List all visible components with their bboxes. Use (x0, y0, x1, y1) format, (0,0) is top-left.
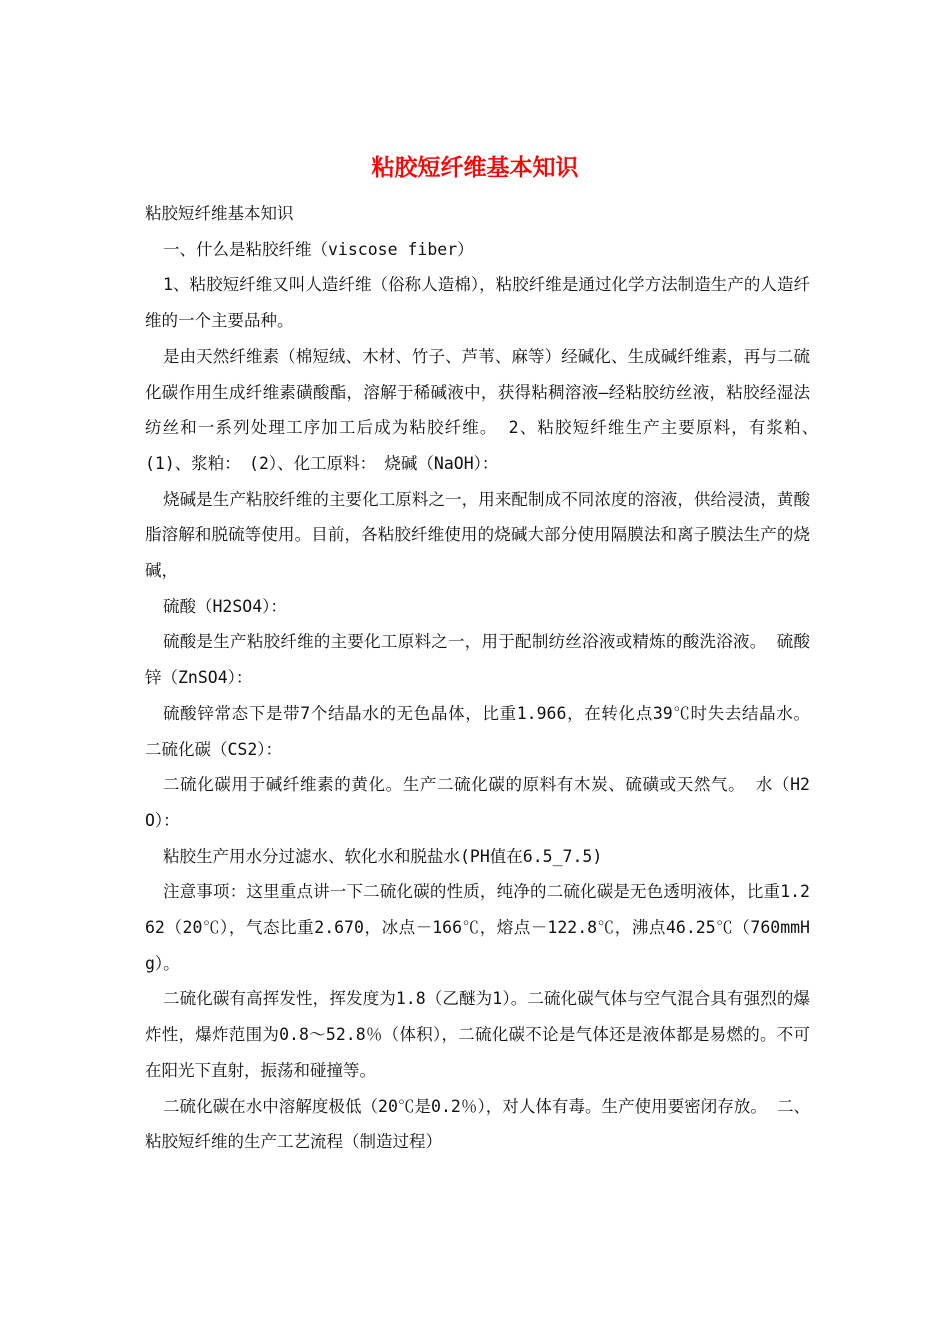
paragraph-zinc-sulfate: 硫酸锌常态下是带7个结晶水的无色晶体，比重1.966，在转化点39℃时失去结晶水。 二硫化碳（CS2）： (145, 703, 810, 759)
paragraph-solubility: 二硫化碳在水中溶解度极低（20℃是0.2％），对人体有毒。生产使用要密闭存放。 二、粘胶短纤维的生产工艺流程（制造过程） (145, 1096, 810, 1152)
paragraph-notes: 注意事项：这里重点讲一下二硫化碳的性质，纯净的二硫化碳是无色透明液体，比重1.262（20℃），气态比重2.670，冰点－166℃，熔点－122.8℃，沸点46.25℃（760mmHg）。 (145, 882, 810, 973)
paragraph-sulfuric-acid-heading: 硫酸（H2SO4）： (163, 596, 287, 616)
paragraph-water: 粘胶生产用水分过滤水、软化水和脱盐水(PH值在6.5_7.5) (163, 846, 603, 866)
paragraph-sulfuric-acid: 硫酸是生产粘胶纤维的主要化工原料之一，用于配制纺丝浴液或精炼的酸洗浴液。 硫酸锌（ZnSO4）： (145, 632, 810, 688)
paragraph-production-materials: 是由天然纤维素（棉短绒、木材、竹子、芦苇、麻等）经碱化、生成碱纤维素，再与二硫化碳作用生成纤维素磺酸酯，溶解于稀碱液中，获得粘稠溶液—经粘胶纺丝液，粘胶经湿法纺丝和一系列处理工序加工后成为粘胶纤维。 2、粘胶短纤维生产主要原料，有浆粕、 (1)、浆粕： (2）、化工原料： 烧碱（NaOH）： (145, 346, 843, 473)
paragraph-volatility: 二硫化碳有高挥发性，挥发度为1.8（乙醚为1）。二硫化碳气体与空气混合具有强烈的爆炸性，爆炸范围为0.8～52.8％（体积），二硫化碳不论是气体还是液体都是易燃的。不可在阳光下直射，振荡和碰撞等。 (145, 989, 810, 1080)
document-title: 粘胶短纤维基本知识 (371, 154, 579, 181)
paragraph-carbon-disulfide: 二硫化碳用于碱纤维素的黄化。生产二硫化碳的原料有木炭、硫磺或天然气。 水（H2O）： (145, 775, 810, 830)
paragraph-section-heading-1: 一、什么是粘胶纤维（viscose fiber） (163, 239, 474, 259)
paragraph-subtitle: 粘胶短纤维基本知识 (145, 204, 294, 223)
paragraph-definition: 1、粘胶短纤维又叫人造纤维（俗称人造棉），粘胶纤维是通过化学方法制造生产的人造纤维的一个主要品种。 (145, 275, 810, 331)
paragraph-caustic-soda: 烧碱是生产粘胶纤维的主要化工原料之一，用来配制成不同浓度的溶液，供给浸渍，黄酸脂溶解和脱硫等使用。目前，各粘胶纤维使用的烧碱大部分使用隔膜法和离子膜法生产的烧碱， (145, 489, 810, 581)
document-body (145, 196, 843, 1160)
